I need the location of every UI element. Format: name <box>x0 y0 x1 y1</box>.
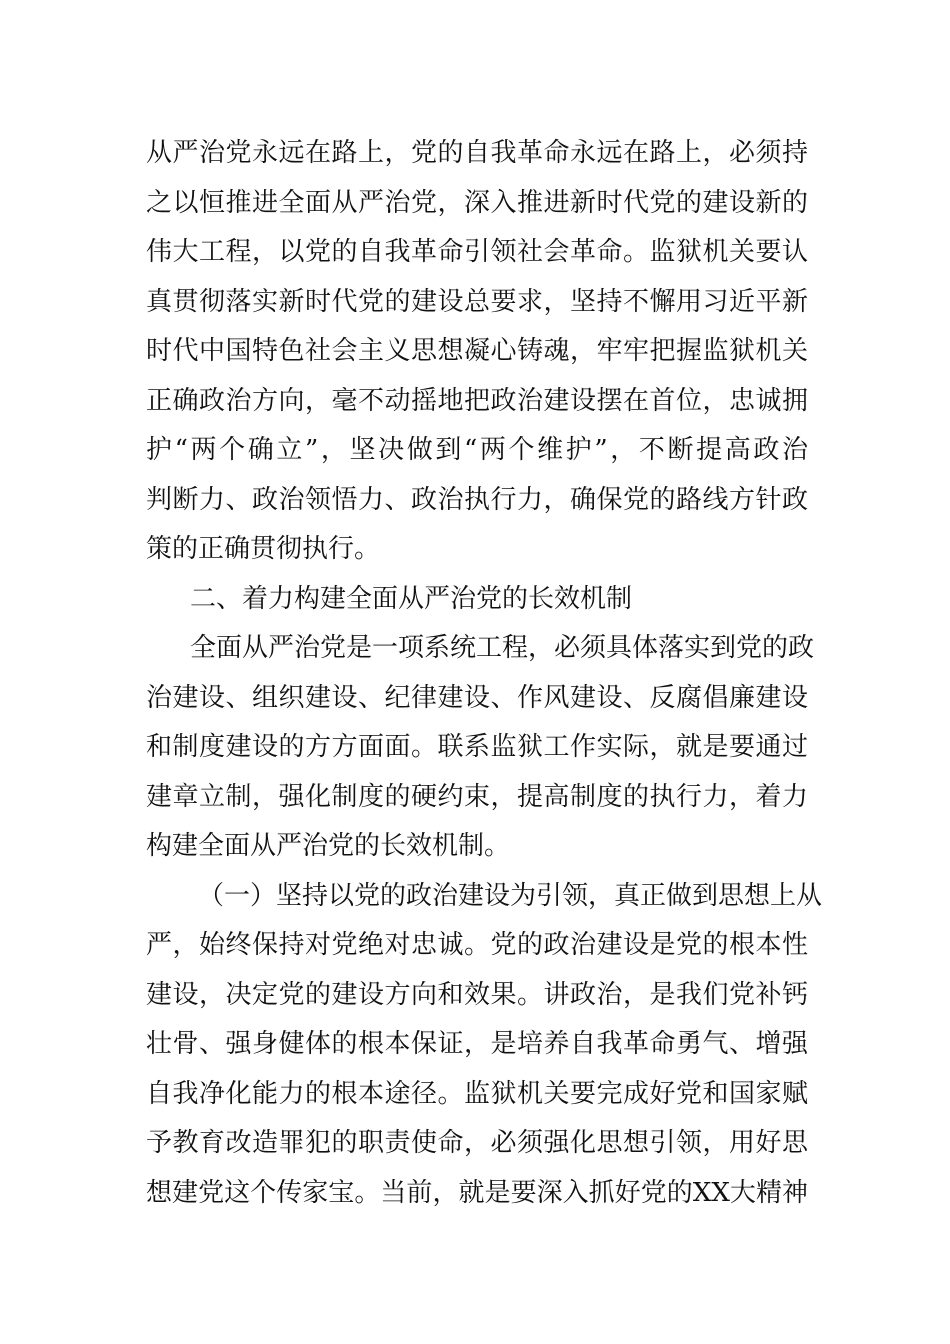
body-line: 伟大工程，以党的自我革命引领社会革命。监狱机关要认 <box>146 237 808 267</box>
body-line: 治建设、组织建设、纪律建设、作风建设、反腐倡廉建设 <box>146 682 808 713</box>
body-line: 时代中国特色社会主义思想凝心铸魂，牢牢把握监狱机关 <box>146 336 808 366</box>
section-heading: 二、着力构建全面从严治党的长效机制 <box>190 583 633 614</box>
body-line: 护“两个确立”，坚决做到“两个维护”，不断提高政治 <box>146 435 808 465</box>
body-line: 严，始终保持对党绝对忠诚。党的政治建设是党的根本性 <box>146 930 808 960</box>
body-line: 判断力、政治领悟力、政治执行力，确保党的路线方针政 <box>146 484 808 515</box>
subsection-line: （一）坚持以党的政治建设为引领，真正做到思想上从 <box>198 880 823 911</box>
body-line: 真贯彻落实新时代党的建设总要求，坚持不懈用习近平新 <box>146 286 808 317</box>
body-line: 策的正确贯彻执行。 <box>146 534 381 564</box>
body-line: 之以恒推进全面从严治党，深入推进新时代党的建设新的 <box>146 187 808 218</box>
body-line: 正确政治方向，毫不动摇地把政治建设摆在首位，忠诚拥 <box>146 385 808 416</box>
body-line: 从严治党永远在路上，党的自我革命永远在路上，必须持 <box>146 138 808 168</box>
body-line: 自我净化能力的根本途径。监狱机关要完成好党和国家赋 <box>146 1078 808 1109</box>
body-line: 和制度建设的方方面面。联系监狱工作实际，就是要通过 <box>146 732 808 762</box>
body-line: 想建党这个传家宝。当前，就是要深入抓好党的XX大精神 <box>146 1177 808 1208</box>
body-line: 建设，决定党的建设方向和效果。讲政治，是我们党补钙 <box>146 979 808 1010</box>
body-line: 予教育改造罪犯的职责使命，必须强化思想引领，用好思 <box>146 1128 808 1158</box>
body-line: 壮骨、强身健体的根本保证，是培养自我革命勇气、增强 <box>146 1029 808 1059</box>
body-line: 全面从严治党是一项系统工程，必须具体落实到党的政 <box>190 633 815 663</box>
body-line: 构建全面从严治党的长效机制。 <box>146 831 511 861</box>
body-line: 建章立制，强化制度的硬约束，提高制度的执行力，着力 <box>146 781 808 812</box>
document-body <box>146 129 823 1218</box>
